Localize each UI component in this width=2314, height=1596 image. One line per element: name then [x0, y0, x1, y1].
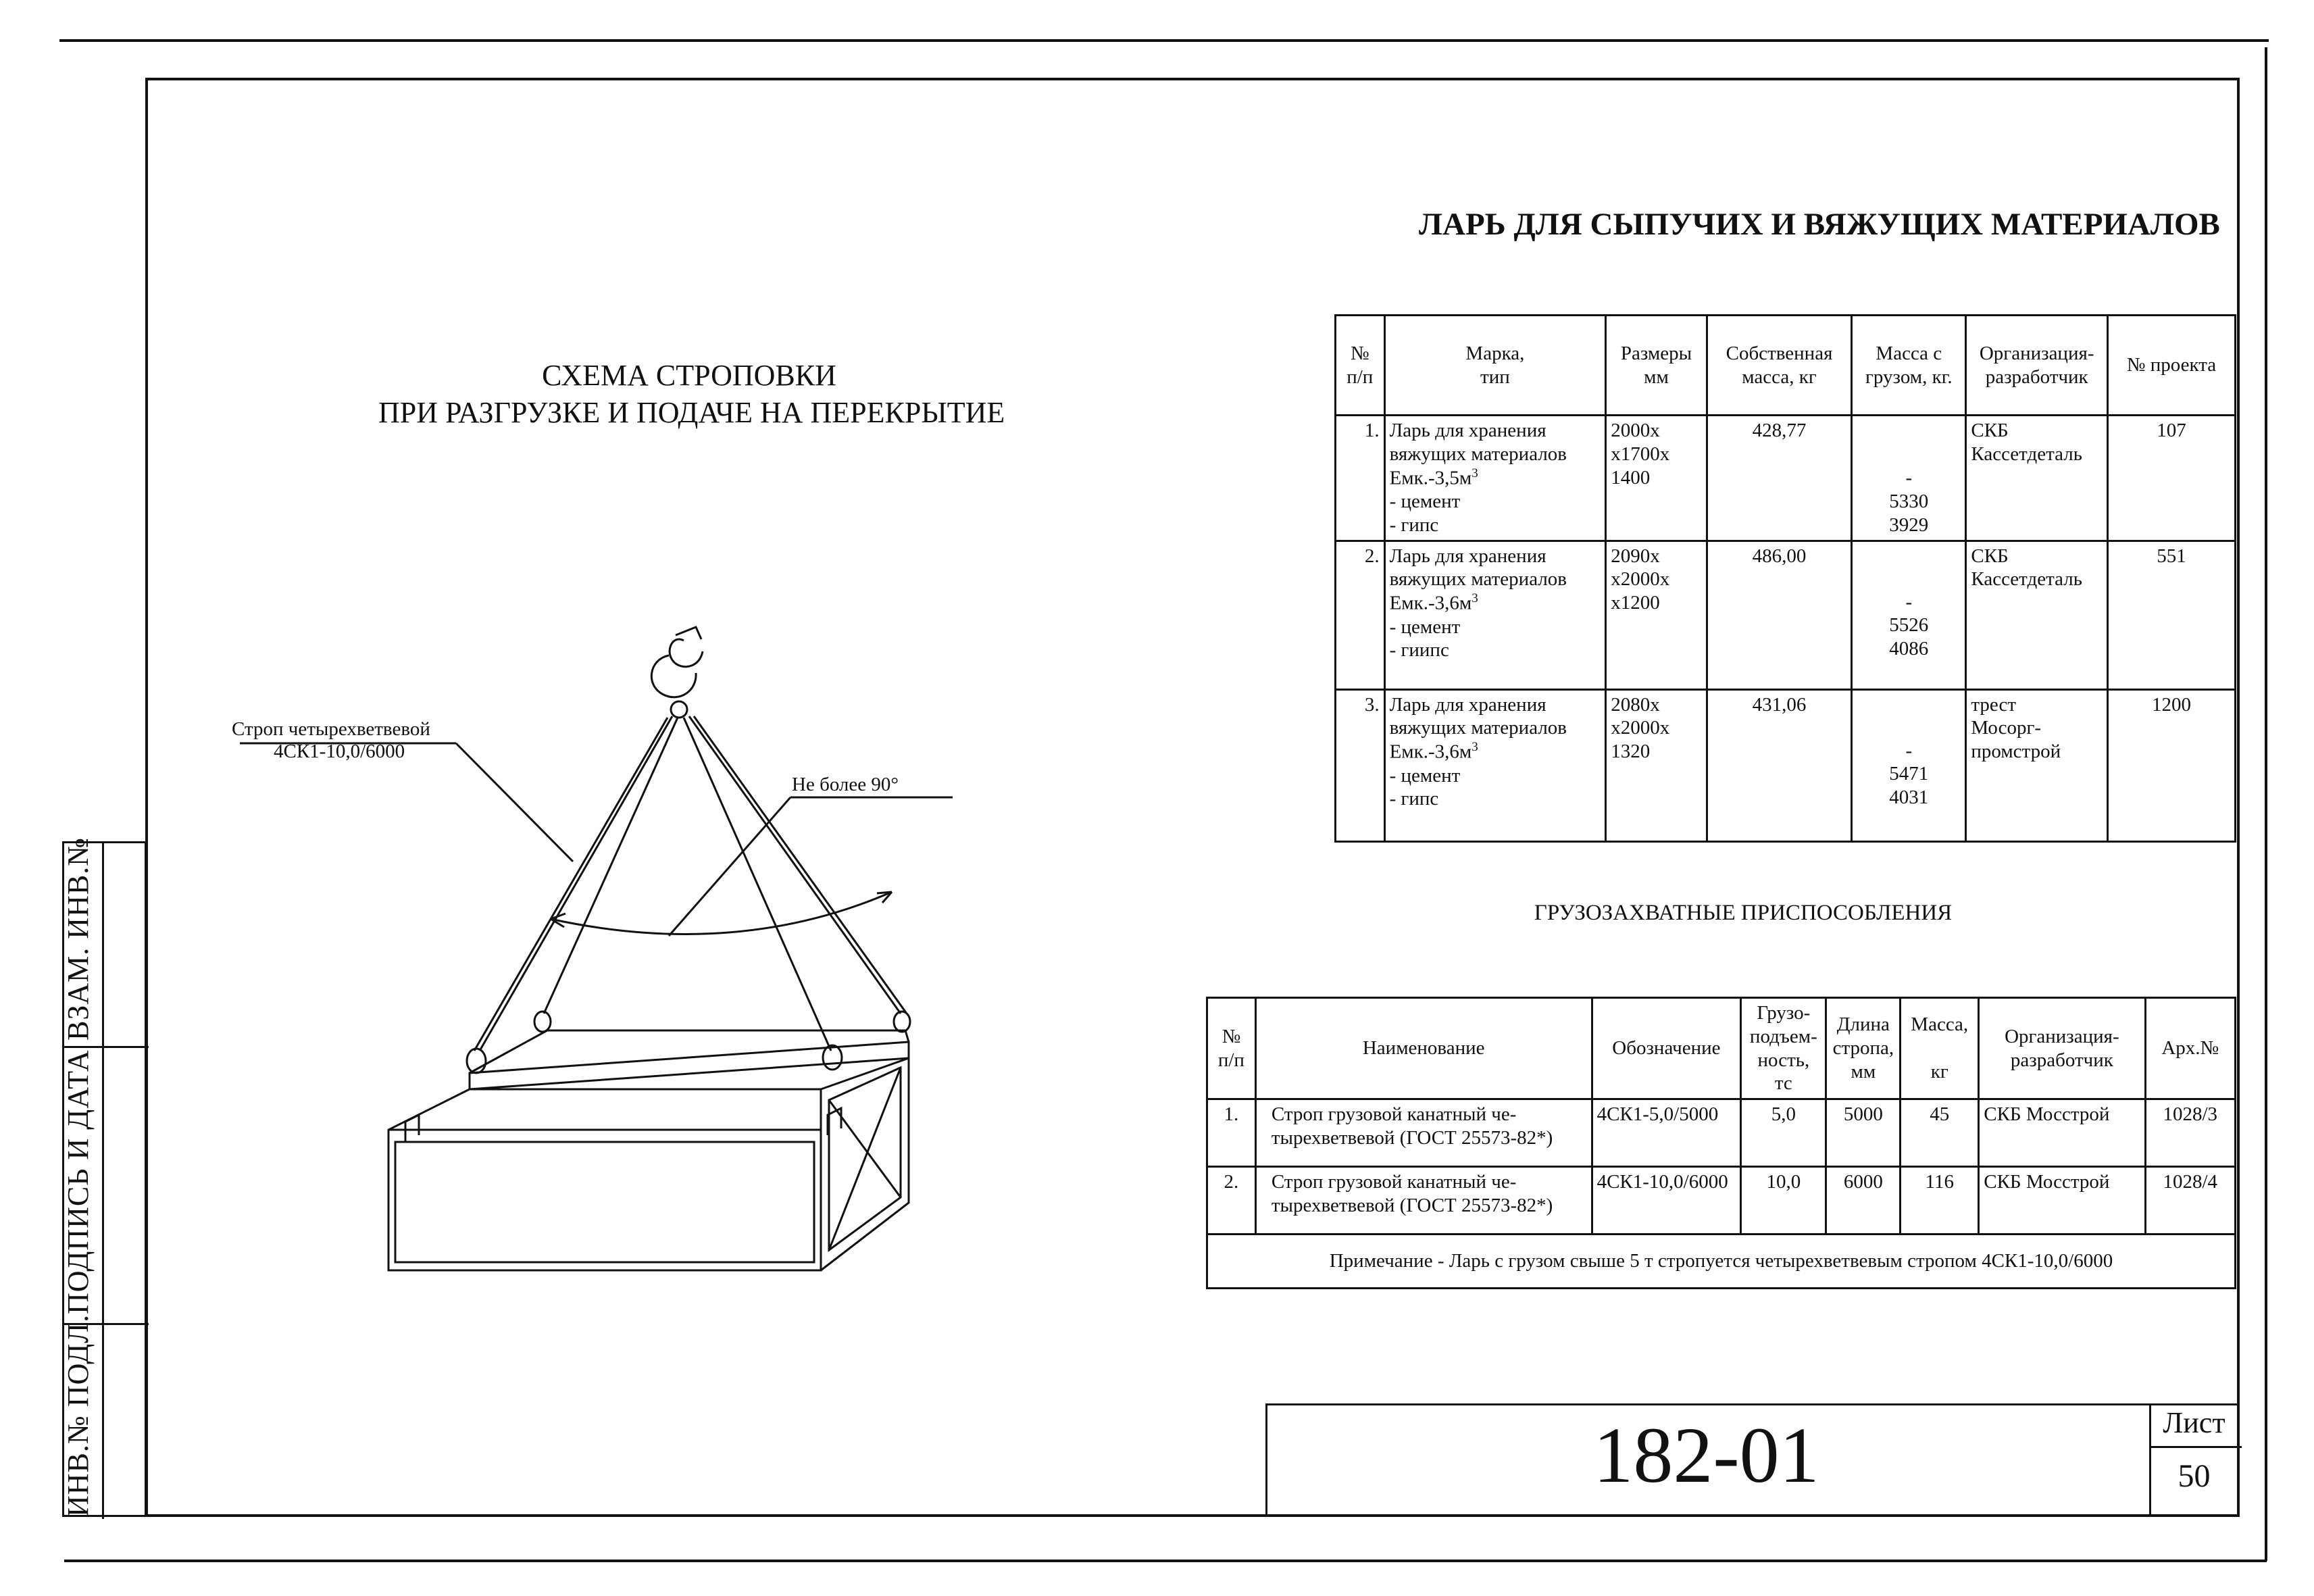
- org-cell: СКБ Кассетдеталь: [1966, 541, 2108, 689]
- row-number: 2.: [1207, 1167, 1256, 1235]
- header-cell: Масса с грузом, кг.: [1852, 316, 1966, 416]
- sheet-label: Лист: [2163, 1406, 2225, 1439]
- devices-title: ГРУЗОЗАХВАТНЫЕ ПРИСПОСОБЛЕНИЯ: [1534, 901, 1953, 925]
- size-cell: 2000х х1700х 1400: [1606, 416, 1707, 541]
- org-cell: СКБ Кассетдеталь: [1966, 416, 2108, 541]
- sheet-number: 50: [2178, 1458, 2211, 1494]
- size-cell: 2090х х2000х х1200: [1606, 541, 1707, 689]
- project-cell: 1200: [2108, 689, 2236, 841]
- load-mass-cell: - 5471 4031: [1852, 689, 1966, 841]
- header-cell: № п/п: [1207, 998, 1256, 1099]
- length-cell: 5000: [1826, 1099, 1901, 1167]
- project-cell: 107: [2108, 416, 2236, 541]
- header-cell: Марка, тип: [1384, 316, 1606, 416]
- own-mass-cell: 486,00: [1707, 541, 1851, 689]
- table-row: [1207, 1235, 2236, 1289]
- devices-table-header: [1207, 998, 2236, 1099]
- note-cell: Примечание - Ларь с грузом свыше 5 т стропуется четырехветвевым стропом 4СК1-10,0/6000: [1207, 1235, 2236, 1289]
- capacity-cell: 5,0: [1741, 1099, 1826, 1167]
- mass-cell: 116: [1901, 1167, 1979, 1235]
- mark-cell: Ларь для хранения вяжущих материалов $Емк.-3,5м^3$ - цемент - гипс: [1384, 416, 1606, 541]
- sling-label-line1: Строп четырехветвевой: [232, 718, 430, 740]
- header-cell: Длина стропа, мм: [1826, 998, 1901, 1099]
- sling-label-line2: 4СК1-10,0/6000: [274, 741, 405, 762]
- header-cell: Наименование: [1255, 998, 1592, 1099]
- header-cell: Размеры мм: [1606, 316, 1707, 416]
- rigging-scheme-drawing: [203, 608, 1013, 1318]
- document-code: 182-01: [1593, 1411, 1819, 1499]
- table-row: [1207, 1167, 2236, 1235]
- page-title: ЛАРЬ ДЛЯ СЫПУЧИХ И ВЯЖУЩИХ МАТЕРИАЛОВ: [1419, 207, 2220, 242]
- project-cell: 551: [2108, 541, 2236, 689]
- load-mass-cell: - 5330 3929: [1852, 416, 1966, 541]
- scheme-title-line1: СХЕМА СТРОПОВКИ: [542, 359, 836, 392]
- row-number: 3.: [1336, 689, 1385, 841]
- header-cell: № проекта: [2108, 316, 2236, 416]
- load-mass-cell: - 5526 4086: [1852, 541, 1966, 689]
- own-mass-cell: 431,06: [1707, 689, 1851, 841]
- angle-label: Не более 90°: [792, 774, 899, 795]
- scheme-title-line2: ПРИ РАЗГРУЗКЕ И ПОДАЧЕ НА ПЕРЕКРЫТИЕ: [378, 396, 1005, 429]
- table-row: [1207, 1099, 2236, 1167]
- devices-table: [1206, 997, 2236, 1289]
- hook-icon: [651, 627, 703, 697]
- header-cell: Масса, кг: [1901, 998, 1979, 1099]
- own-mass-cell: 428,77: [1707, 416, 1851, 541]
- capacity-cell: 10,0: [1741, 1167, 1826, 1235]
- table-row: [1336, 541, 2236, 689]
- row-number: 1.: [1336, 416, 1385, 541]
- row-number: 2.: [1336, 541, 1385, 689]
- arch-cell: 1028/4: [2145, 1167, 2235, 1235]
- row-number: 1.: [1207, 1099, 1256, 1167]
- side-label-vzam: ВЗАМ. ИНВ.№: [61, 837, 95, 1041]
- bins-table: [1334, 314, 2236, 843]
- header-cell: Грузо- подъем- ность, тс: [1741, 998, 1826, 1099]
- header-cell: Организация- разработчик: [1966, 316, 2108, 416]
- header-cell: Организация- разработчик: [1979, 998, 2145, 1099]
- name-cell: Строп грузовой канатный че- тырехветвевой (ГОСТ 25573-82*): [1255, 1099, 1592, 1167]
- header-cell: № п/п: [1336, 316, 1385, 416]
- table-row: [1336, 416, 2236, 541]
- header-cell: Собственная масса, кг: [1707, 316, 1851, 416]
- mass-cell: 45: [1901, 1099, 1979, 1167]
- header-cell: Обозначение: [1592, 998, 1741, 1099]
- size-cell: 2080х х2000х 1320: [1606, 689, 1707, 841]
- org-cell: трест Мосорг- промстрой: [1966, 689, 2108, 841]
- side-label-podpis: ПОДПИСЬ И ДАТА: [61, 1049, 95, 1314]
- mark-cell: Ларь для хранения вяжущих материалов $Емк.-3,6м^3$ - цемент - гиипс: [1384, 541, 1606, 689]
- header-cell: Арх.№: [2145, 998, 2235, 1099]
- org-cell: СКБ Мосстрой: [1979, 1167, 2145, 1235]
- arch-cell: 1028/3: [2145, 1099, 2235, 1167]
- bins-table-header: [1336, 316, 2236, 416]
- code-cell: 4СК1-5,0/5000: [1592, 1099, 1741, 1167]
- code-cell: 4СК1-10,0/6000: [1592, 1167, 1741, 1235]
- side-label-inv-podl: ИНВ.№ ПОДЛ.: [61, 1314, 95, 1517]
- mark-cell: Ларь для хранения вяжущих материалов $Емк.-3,6м^3$ - цемент - гипс: [1384, 689, 1606, 841]
- length-cell: 6000: [1826, 1167, 1901, 1235]
- top-trim-line: [59, 39, 2269, 42]
- org-cell: СКБ Мосстрой: [1979, 1099, 2145, 1167]
- right-trim-line: [2265, 47, 2267, 1561]
- bottom-trim-line: [64, 1560, 2267, 1562]
- name-cell: Строп грузовой канатный че- тырехветвевой (ГОСТ 25573-82*): [1255, 1167, 1592, 1235]
- table-row: [1336, 689, 2236, 841]
